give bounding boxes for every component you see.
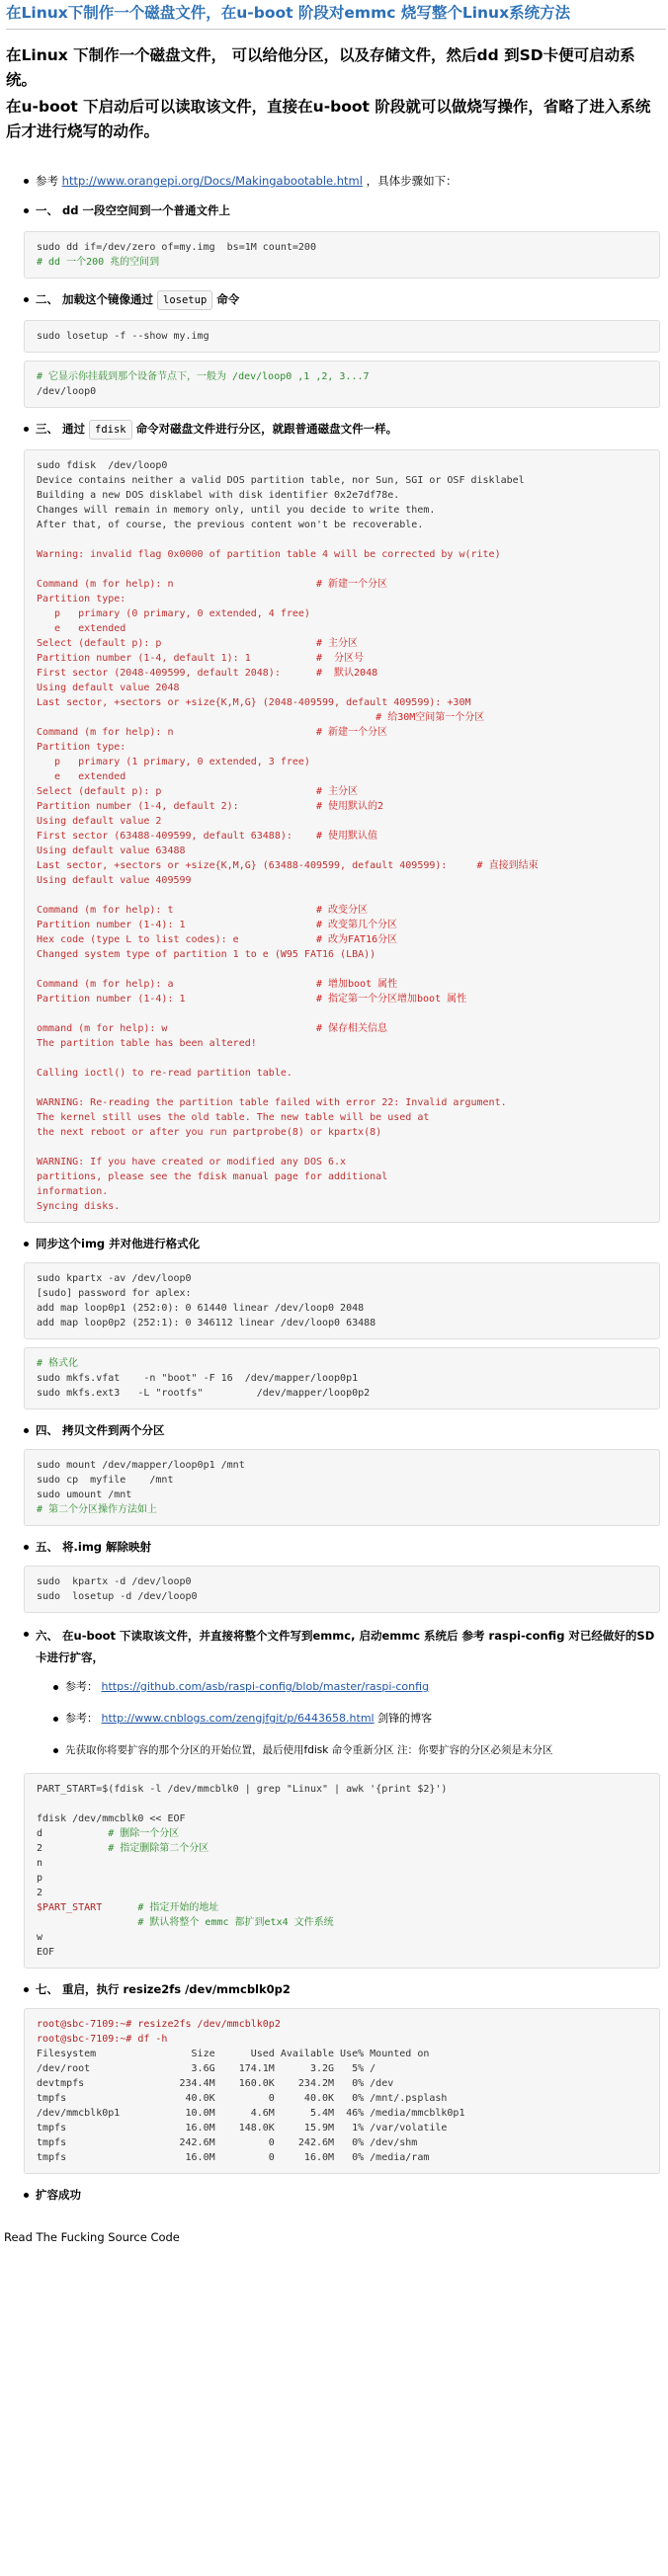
code-line: /dev/mmcblk0p1 10.0M 4.6M 5.4M 46% /media/mmcblk0p1 [37,2108,465,2119]
code-block-unmap: sudo kpartx -d /dev/loop0 sudo losetup -d /dev/loop0 [24,1566,660,1613]
code-line: Partition number (1-4, default 1): 1 # 分区号 [37,653,365,664]
code-line: d # 删除一个分区 [37,1828,180,1839]
code-comment: # 主分区 [315,638,359,649]
code-line: Partition number (1-4): 1 # 指定第一个分区增加boot 属性 [37,994,467,1005]
code-line: $PART_START # 指定开始的地址 [37,1902,219,1913]
cnblogs-link[interactable]: http://www.cnblogs.com/zengjfgit/p/6443658.html [101,1712,375,1725]
code-comment: # 指定开始的地址 [137,1902,219,1913]
code-line: w [37,1932,43,1943]
post-title[interactable]: 在Linux下制作一个磁盘文件，在u-boot 阶段对emmc 烧写整个Linux系统方法 [6,2,666,30]
code-line: tmpfs 40.0K 0 40.0K 0% /mnt/.psplash [37,2093,448,2104]
code-line: Changes will remain in memory only, until you decide to write them. [37,505,436,516]
code-line: e extended [37,623,126,634]
code-line [37,710,647,725]
code-line: Syncing disks. [37,1201,121,1212]
code-line: 2 [37,1888,43,1898]
code-comment: # 给30M空间第一个分区 [376,712,485,723]
code-line: Device contains neither a valid DOS partition table, nor Sun, SGI or OSF disklabel [37,475,525,486]
code-comment: # 直接到结束 [476,860,539,871]
code-comment: # 保存相关信息 [315,1023,388,1034]
code-line: Changed system type of partition 1 to e (W95 FAT16 (LBA)) [37,949,376,960]
code-comment: # 改变分区 [315,905,369,916]
code-block-kpartx [24,1262,660,1339]
inline-code-fdisk: fdisk [89,420,132,440]
code-line: The partition table has been altered! [37,1038,257,1049]
code-comment: # 使用默认值 [315,831,378,842]
code-line: tmpfs 16.0M 0 16.0M 0% /media/ram [37,2152,430,2163]
code-line: fdisk /dev/mmcblk0 << EOF [37,1813,186,1824]
inline-code-losetup: losetup [157,290,212,310]
code-line: Select (default p): p # 主分区 [37,786,359,797]
intro-paragraph-2: 在u-boot 下启动后可以读取该文件，直接在u-boot 阶段就可以做烧写操作，省略了进入系统后才进行烧写的动作。 [6,98,651,140]
code-line: 2 # 指定删除第二个分区 [37,1843,209,1854]
code-line: Using default value 2048 [37,683,180,693]
code-line: Last sector, +sectors or +size{K,M,G} (2048-409599, default 409599): +30M [37,697,471,708]
code-line: devtmpfs 234.4M 160.0K 234.2M 0% /dev [37,2078,394,2089]
code-line: Command (m for help): n # 新建一个分区 [37,727,388,738]
code-comment: # 指定删除第二个分区 [108,1843,209,1854]
code-comment: # 增加boot 属性 [315,979,398,990]
step-4-heading: 四、 拷贝文件到两个分区 [0,1421,668,1439]
raspi-config-link[interactable]: https://github.com/asb/raspi-config/blob/master/raspi-config [101,1680,430,1693]
code-line: add map loop0p2 (252:1): 0 346112 linear /dev/loop0 63488 [37,1318,376,1328]
code-line: ommand (m for help): w # 保存相关信息 [37,1023,388,1034]
code-line: Using default value 63488 [37,845,186,856]
code-line: Building a new DOS disklabel with disk identifier 0x2e7df78e. [37,490,400,501]
code-line [37,1797,647,1811]
code-line: Command (m for help): t # 改变分区 [37,905,369,916]
step-7-heading: 七、 重启，执行 resize2fs /dev/mmcblk0p2 [0,1980,668,1998]
code-block-mkfs: # 格式化 sudo mkfs.vfat -n "boot" -F 16 /dev/mapper/loop0p1 sudo mkfs.ext3 -L "rootfs" /dev/mapper/loop0p2 [24,1347,660,1409]
code-block-df: root@sbc-7109:~# resize2fs /dev/mmcblk0p2 root@sbc-7109:~# df -h Filesystem Size Used Available Use% Mounted on /dev/root 3.6G 174.1M 3.2G 5% / devtmpfs 234.4M 160.0K 234.2M 0% /dev tmpfs 40.0K 0 40.0K 0% /mnt/.psplash /dev/mmcblk0p1 10.0M 4.6M 5.4M 46% /media/mmcblk0p1 tmpfs 16.0M 148.0K 15.9M 1% /var/volatile tmpfs 242.6M 0 242.6M 0% /dev/shm tmpfs 16.0M 0 16.0M 0% /media/ram [24,2008,660,2174]
step-6-heading: 六、 在u-boot 下读取该文件，并直接将整个文件写到emmc, 启动emmc 系统后 参考 raspi-config 对已经做好的SD卡进行扩容， [0,1625,668,1668]
footer-signature: Read The Fucking Source Code [4,2230,180,2244]
code-line: n [37,1858,43,1869]
code-line: Select (default p): p # 主分区 [37,638,359,649]
reference-item: 参考 http://www.orangepi.org/Docs/Makingabootable.html ，具体步骤如下： [0,172,668,190]
code-line: p primary (0 primary, 0 extended, 4 free) [37,608,310,619]
code-block-losetup-show: sudo losetup -f --show my.img [24,320,660,353]
code-block-dd: sudo dd if=/dev/zero of=my.img bs=1M count=200 # dd 一个200 兆的空间到 [24,231,660,279]
code-comment: # 使用默认的2 [315,801,384,812]
code-line: the next reboot or after you run partprobe(8) or kpartx(8) [37,1127,382,1138]
code-comment: # 删除一个分区 [108,1828,180,1839]
code-comment: # 改为FAT16分区 [315,934,398,945]
code-line: sudo fdisk /dev/loop0 [37,460,168,471]
sub-reference-1: 参考： https://github.com/asb/raspi-config/blob/master/raspi-config [0,1678,668,1696]
code-comment: # 默认将整个 emmc 都扩到etx4 文件系统 [137,1917,334,1928]
code-line: partitions, please see the fdisk manual page for additional [37,1171,388,1182]
intro-paragraph-1: 在Linux 下制作一个磁盘文件， 可以给他分区，以及存储文件，然后dd 到SD卡便可启动系统。 [6,46,635,89]
step-sync-heading: 同步这个img 并对他进行格式化 [0,1235,668,1252]
code-comment: # 分区号 [315,653,365,664]
code-line: [sudo] password for aplex: [37,1288,192,1299]
code-line: Partition number (1-4, default 2): # 使用默认的2 [37,801,384,812]
code-line: WARNING: If you have created or modified any DOS 6.x [37,1157,347,1167]
code-line: Command (m for help): a # 增加boot 属性 [37,979,398,990]
code-line: Using default value 409599 [37,875,192,886]
code-comment: # 指定第一个分区增加boot 属性 [315,994,467,1005]
code-line: Using default value 2 [37,816,162,827]
code-line [37,1915,647,1930]
code-line: Partition type: [37,594,126,604]
code-line: e extended [37,771,126,782]
code-comment: # 主分区 [315,786,359,797]
done-item: 扩容成功 [0,2186,668,2204]
code-line: EOF [37,1947,55,1958]
code-line: /dev/root 3.6G 174.1M 3.2G 5% / [37,2063,376,2074]
code-line: First sector (63488-409599, default 63488): # 使用默认值 [37,831,378,842]
code-comment: # 改变第几个分区 [315,920,398,930]
code-comment: # 默认2048 [315,668,378,679]
code-comment: # 新建一个分区 [315,727,388,738]
sub-note-resize: 先获取你将要扩容的那个分区的开始位置，最后使用fdisk 命令重新分区 注：你要扩容的分区必须是末分区 [0,1741,668,1759]
code-line: WARNING: Re-reading the partition table failed with error 22: Invalid argument. [37,1097,507,1108]
code-line: Last sector, +sectors or +size{K,M,G} (63488-409599, default 409599): # 直接到结束 [37,860,539,871]
sub-reference-2: 参考： http://www.cnblogs.com/zengjfgit/p/6443658.html 剑锋的博客 [0,1710,668,1728]
code-block-mount: sudo mount /dev/mapper/loop0p1 /mnt sudo cp myfile /mnt sudo umount /mnt # 第二个分区操作方法如上 [24,1449,660,1526]
code-line: p primary (1 primary, 0 extended, 3 free) [37,757,310,767]
code-line: PART_START=$(fdisk -l /dev/mmcblk0 | grep "Linux" | awk '{print $2}') [37,1784,448,1795]
code-line: tmpfs 16.0M 148.0K 15.9M 1% /var/volatile [37,2123,448,2133]
step-3-heading: 三、 通过 fdisk 命令对磁盘文件进行分区，就跟普通磁盘文件一样。 [0,420,668,440]
code-block-fdisk: sudo fdisk /dev/loop0 Device contains neither a valid DOS partition table, nor Sun, SGI or OSF disklabel Building a new DOS disklabel with disk identifier 0x2e7df78e. Changes will remain in memory only, until you decide to write them. After that, of course, the previous content won't be recoverable. Warning: invalid flag 0x0000 of partition table 4 will be corrected by w(rite) Command (m for help): n # 新建一个分区 Partition type: p primary (0 primary, 0 extended, 4 free) e extended Select (default p): p # 主分区 Partition number (1-4, default 1): 1 # 分区号 First sector (2048-409599, default 2048): # 默认2048 Using default value 2048 Last sector, +sectors or +size{K,M,G} (2048-409599, default 409599): +30M # 给30M空间第一个分区 Command (m for help): n # 新建一个分区 Partition type: p primary (1 primary, 0 extended, 3 free) e extended Select (default p): p # 主分区 Partition number (1-4, default 2): # 使用默认的2 Using default value 2 First sector (63488-409599, default 63488): # 使用默认值 Using default value 63488 Last sector, +sectors or +size{K,M,G} (63488-409599, default 409599): # 直接到结束 Using default value 409599 Command (m for help): t # 改变分区 Partition number (1-4): 1 # 改变第几个分区 Hex code (type L to list codes): e # 改为FAT16分区 Changed system type of partition 1 to e (W95 FAT16 (LBA)) Command (m for help): a # 增加boot 属性 Partition number (1-4): 1 # 指定第一个分区增加boot 属性 ommand (m for help): w # 保存相关信息 The partition table has been altered! Calling ioctl() to re-read partition table. WARNING: Re-reading the partition table failed with error 22: Invalid argument. The kernel still uses the old table. The new table will be used at the next reboot or after you run partprobe(8) or kpartx(8) WARNING: If you have created or modified any DOS 6.x partitions, please see the fdisk manual page for additional information. Syncing disks. [24,449,660,1223]
code-line: The kernel still uses the old table. The new table will be used at [37,1112,430,1123]
code-line: tmpfs 242.6M 0 242.6M 0% /dev/shm [37,2137,418,2148]
code-line: sudo kpartx -av /dev/loop0 [37,1273,192,1284]
code-block-resize [24,1773,660,1969]
code-line: Hex code (type L to list codes): e # 改为FAT16分区 [37,934,398,945]
reference-link[interactable]: http://www.orangepi.org/Docs/Makingabootable.html [61,174,363,188]
code-line: add map loop0p1 (252:0): 0 61440 linear /dev/loop0 2048 [37,1303,365,1314]
code-line: Partition number (1-4): 1 # 改变第几个分区 [37,920,398,930]
code-line: Filesystem Size Used Available Use% Mounted on [37,2049,430,2059]
code-block-losetup-note: # 它显示你挂载到那个设备节点下，一般为 /dev/loop0 ,1 ,2, 3...7 /dev/loop0 [24,361,660,408]
code-line: After that, of course, the previous content won't be recoverable. [37,520,424,530]
code-line: Partition type: [37,742,126,753]
step-5-heading: 五、 将.img 解除映射 [0,1538,668,1556]
code-line: First sector (2048-409599, default 2048): # 默认2048 [37,668,378,679]
spacer [0,30,668,36]
step-2-heading: 二、 加载这个镜像通过 losetup 命令 [0,290,668,310]
code-line: Command (m for help): n # 新建一个分区 [37,579,388,590]
code-line: information. [37,1186,109,1197]
step-1-heading: 一、 dd 一段空空间到一个普通文件上 [0,201,668,219]
code-comment: # 新建一个分区 [315,579,388,590]
code-line: p [37,1873,43,1884]
